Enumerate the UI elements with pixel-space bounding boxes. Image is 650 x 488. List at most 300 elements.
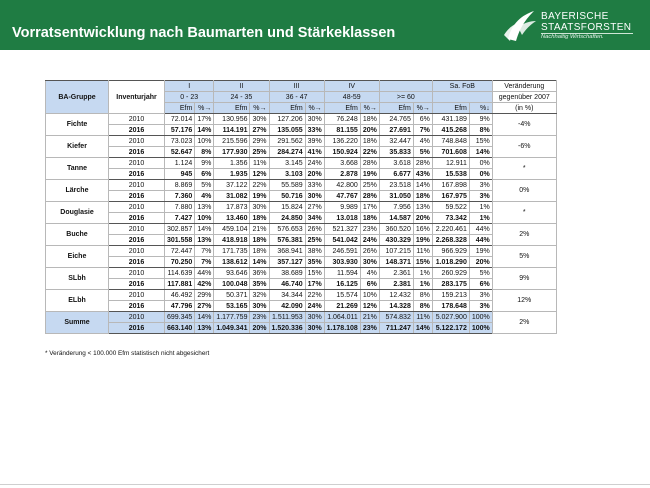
share-percent: 5% — [413, 147, 432, 158]
share-percent: 24% — [305, 158, 324, 169]
volume-efm: 215.596 — [214, 136, 250, 147]
volume-efm: 8.869 — [165, 180, 195, 191]
volume-efm: 46.740 — [269, 279, 305, 290]
share-percent: 42% — [195, 279, 214, 290]
volume-efm: 7.427 — [165, 213, 195, 224]
volume-efm: 9.989 — [324, 202, 360, 213]
volume-efm: 24.850 — [269, 213, 305, 224]
change-percent: 2% — [492, 312, 556, 334]
share-percent: 25% — [305, 235, 324, 246]
volume-efm: 1.124 — [165, 158, 195, 169]
share-percent: 21% — [360, 312, 379, 323]
page-title: Vorratsentwicklung nach Baumarten und Stärkeklassen — [12, 25, 396, 41]
share-percent: 20% — [250, 323, 269, 334]
table-row — [46, 136, 557, 147]
volume-efm: 136.220 — [324, 136, 360, 147]
class-range: 0 - 23 — [165, 92, 214, 103]
change-percent: -4% — [492, 114, 556, 136]
share-percent: 14% — [195, 125, 214, 136]
group-name: Eiche — [46, 246, 109, 268]
share-percent: 9% — [469, 114, 492, 125]
volume-efm: 47.796 — [165, 301, 195, 312]
share-percent: 41% — [305, 147, 324, 158]
share-percent: 28% — [360, 191, 379, 202]
volume-efm: 301.558 — [165, 235, 195, 246]
share-percent: 100% — [469, 312, 492, 323]
share-percent: 12% — [250, 169, 269, 180]
share-percent: 11% — [413, 246, 432, 257]
share-percent: 3% — [469, 301, 492, 312]
table-row — [46, 290, 557, 301]
share-percent: 27% — [195, 301, 214, 312]
share-percent: 25% — [250, 147, 269, 158]
group-name: Douglasie — [46, 202, 109, 224]
col-header-change-line1: Veränderung — [492, 81, 556, 92]
share-percent: 3% — [469, 191, 492, 202]
volume-efm: 42.800 — [324, 180, 360, 191]
volume-efm: 1.018.290 — [432, 257, 469, 268]
logo-tagline: Nachhaltig Wirtschaften. — [541, 34, 604, 40]
share-percent: 18% — [360, 114, 379, 125]
volume-efm: 150.924 — [324, 147, 360, 158]
class-range: >= 60 — [379, 92, 432, 103]
volume-efm: 2.381 — [379, 279, 413, 290]
share-percent: 30% — [305, 312, 324, 323]
volume-efm: 15.574 — [324, 290, 360, 301]
share-percent: 5% — [195, 180, 214, 191]
share-percent: 38% — [305, 246, 324, 257]
col-header-change-line3: (in %) — [492, 103, 556, 114]
share-percent: 30% — [360, 257, 379, 268]
share-percent: 22% — [250, 180, 269, 191]
logo-text-line2: STAATSFORSTEN — [541, 22, 632, 33]
share-percent: 100% — [469, 323, 492, 334]
share-percent: 6% — [413, 114, 432, 125]
volume-efm: 13.018 — [324, 213, 360, 224]
table-row — [46, 169, 557, 180]
share-percent: 30% — [250, 301, 269, 312]
volume-efm: 130.956 — [214, 114, 250, 125]
volume-efm: 663.140 — [165, 323, 195, 334]
group-name: Tanne — [46, 158, 109, 180]
volume-efm: 303.930 — [324, 257, 360, 268]
volume-efm: 46.492 — [165, 290, 195, 301]
share-percent: 8% — [469, 125, 492, 136]
col-header-ba-gruppe: BA-Gruppe — [46, 81, 109, 114]
inventory-year: 2010 — [109, 290, 165, 301]
volume-efm: 1.177.759 — [214, 312, 250, 323]
table-row — [46, 202, 557, 213]
volume-efm: 37.122 — [214, 180, 250, 191]
share-percent: 14% — [413, 323, 432, 334]
bottom-divider — [0, 484, 650, 485]
share-percent: 18% — [360, 213, 379, 224]
group-name: Kiefer — [46, 136, 109, 158]
table-row — [46, 312, 557, 323]
table-row — [46, 213, 557, 224]
volume-efm: 17.873 — [214, 202, 250, 213]
share-percent: 20% — [469, 257, 492, 268]
volume-efm: 100.048 — [214, 279, 250, 290]
share-percent: 3% — [469, 180, 492, 191]
table-body — [46, 114, 557, 334]
share-percent: 9% — [195, 158, 214, 169]
share-percent: 26% — [360, 246, 379, 257]
volume-efm: 2.220.461 — [432, 224, 469, 235]
share-percent: 14% — [195, 224, 214, 235]
share-percent: 7% — [195, 246, 214, 257]
unit-pct: %→ — [360, 103, 379, 114]
volume-efm: 1.356 — [214, 158, 250, 169]
share-percent: 10% — [195, 136, 214, 147]
share-percent: 14% — [413, 180, 432, 191]
volume-efm: 34.344 — [269, 290, 305, 301]
group-name: Fichte — [46, 114, 109, 136]
volume-efm: 21.269 — [324, 301, 360, 312]
share-percent: 20% — [305, 169, 324, 180]
share-percent: 29% — [250, 136, 269, 147]
share-percent: 11% — [250, 158, 269, 169]
volume-efm: 5.027.900 — [432, 312, 469, 323]
share-percent: 1% — [469, 213, 492, 224]
share-percent: 33% — [305, 180, 324, 191]
table-row — [46, 246, 557, 257]
table-row — [46, 257, 557, 268]
volume-efm: 167.975 — [432, 191, 469, 202]
share-percent: 8% — [413, 301, 432, 312]
share-percent: 34% — [305, 213, 324, 224]
volume-efm: 521.327 — [324, 224, 360, 235]
col-header-change-line2: gegenüber 2007 — [492, 92, 556, 103]
share-percent: 13% — [195, 202, 214, 213]
share-percent: 22% — [305, 290, 324, 301]
volume-efm: 3.103 — [269, 169, 305, 180]
volume-efm: 711.247 — [379, 323, 413, 334]
share-percent: 44% — [469, 224, 492, 235]
group-name: Summe — [46, 312, 109, 334]
share-percent: 30% — [305, 191, 324, 202]
volume-efm: 14.328 — [379, 301, 413, 312]
class-roman — [379, 81, 432, 92]
volume-efm: 430.329 — [379, 235, 413, 246]
change-percent: 5% — [492, 246, 556, 268]
volume-efm: 7.880 — [165, 202, 195, 213]
volume-efm: 138.612 — [214, 257, 250, 268]
share-percent: 3% — [469, 290, 492, 301]
share-percent: 6% — [360, 279, 379, 290]
share-percent: 15% — [469, 136, 492, 147]
share-percent: 43% — [413, 169, 432, 180]
table-row — [46, 147, 557, 158]
unit-pct: %→ — [413, 103, 432, 114]
share-percent: 15% — [305, 268, 324, 279]
inventory-year: 2010 — [109, 114, 165, 125]
share-percent: 30% — [305, 323, 324, 334]
share-percent: 21% — [250, 224, 269, 235]
volume-efm: 114.639 — [165, 268, 195, 279]
volume-efm: 55.589 — [269, 180, 305, 191]
share-percent: 1% — [469, 202, 492, 213]
class-roman: III — [269, 81, 324, 92]
share-percent: 28% — [413, 158, 432, 169]
inventory-year: 2010 — [109, 224, 165, 235]
change-percent: -6% — [492, 136, 556, 158]
volume-efm: 81.155 — [324, 125, 360, 136]
volume-efm: 576.381 — [269, 235, 305, 246]
share-percent: 44% — [195, 268, 214, 279]
share-percent: 32% — [250, 290, 269, 301]
inventory-year: 2010 — [109, 312, 165, 323]
class-roman: II — [214, 81, 269, 92]
share-percent: 5% — [469, 268, 492, 279]
share-percent: 27% — [250, 125, 269, 136]
group-name: SLbh — [46, 268, 109, 290]
share-percent: 30% — [250, 114, 269, 125]
share-percent: 14% — [469, 147, 492, 158]
inventory-year: 2010 — [109, 136, 165, 147]
inventory-year: 2010 — [109, 158, 165, 169]
share-percent: 14% — [250, 257, 269, 268]
share-percent: 10% — [360, 290, 379, 301]
volume-efm: 357.127 — [269, 257, 305, 268]
volume-efm: 3.618 — [379, 158, 413, 169]
volume-efm: 7.360 — [165, 191, 195, 202]
share-percent: 23% — [360, 323, 379, 334]
change-percent: 2% — [492, 224, 556, 246]
volume-efm: 3.668 — [324, 158, 360, 169]
header-banner — [0, 0, 650, 50]
volume-efm: 38.689 — [269, 268, 305, 279]
volume-efm: 31.082 — [214, 191, 250, 202]
share-percent: 8% — [413, 290, 432, 301]
share-percent: 29% — [195, 290, 214, 301]
share-percent: 19% — [360, 169, 379, 180]
inventory-year: 2016 — [109, 257, 165, 268]
table-row — [46, 279, 557, 290]
volume-efm: 1.520.336 — [269, 323, 305, 334]
volume-efm: 23.518 — [379, 180, 413, 191]
table-row — [46, 268, 557, 279]
change-percent: * — [492, 202, 556, 224]
volume-efm: 70.250 — [165, 257, 195, 268]
volume-efm: 31.050 — [379, 191, 413, 202]
volume-efm: 699.345 — [165, 312, 195, 323]
class-range: 36 - 47 — [269, 92, 324, 103]
inventory-year: 2010 — [109, 268, 165, 279]
share-percent: 14% — [195, 312, 214, 323]
unit-efm: Efm — [269, 103, 305, 114]
share-percent: 17% — [360, 202, 379, 213]
share-percent: 36% — [250, 268, 269, 279]
volume-efm: 76.248 — [324, 114, 360, 125]
volume-efm: 291.562 — [269, 136, 305, 147]
share-percent: 17% — [305, 279, 324, 290]
volume-efm: 32.447 — [379, 136, 413, 147]
volume-efm: 368.941 — [269, 246, 305, 257]
inventory-year: 2016 — [109, 191, 165, 202]
table-row — [46, 323, 557, 334]
share-percent: 4% — [413, 136, 432, 147]
volume-efm: 73.342 — [432, 213, 469, 224]
volume-efm: 360.520 — [379, 224, 413, 235]
col-header-inventurjahr: Inventurjahr — [109, 81, 165, 114]
table-row — [46, 180, 557, 191]
volume-efm: 107.215 — [379, 246, 413, 257]
volume-efm: 148.371 — [379, 257, 413, 268]
share-percent: 24% — [305, 301, 324, 312]
table-row — [46, 235, 557, 246]
share-percent: 18% — [250, 246, 269, 257]
share-percent: 10% — [195, 213, 214, 224]
share-percent: 26% — [305, 224, 324, 235]
inventory-year: 2016 — [109, 213, 165, 224]
class-roman: I — [165, 81, 214, 92]
volume-efm: 260.929 — [432, 268, 469, 279]
share-percent: 7% — [195, 257, 214, 268]
footnote: * Veränderung < 100.000 Efm statistisch nicht abgesichert — [45, 350, 210, 357]
volume-efm: 57.176 — [165, 125, 195, 136]
volume-efm: 283.175 — [432, 279, 469, 290]
share-percent: 35% — [250, 279, 269, 290]
volume-efm: 167.898 — [432, 180, 469, 191]
inventory-year: 2016 — [109, 279, 165, 290]
share-percent: 6% — [469, 279, 492, 290]
share-percent: 17% — [195, 114, 214, 125]
unit-pct: %↓ — [469, 103, 492, 114]
group-name: ELbh — [46, 290, 109, 312]
volume-efm: 53.165 — [214, 301, 250, 312]
volume-efm: 7.956 — [379, 202, 413, 213]
share-percent: 13% — [195, 323, 214, 334]
share-percent: 18% — [250, 213, 269, 224]
volume-efm: 13.460 — [214, 213, 250, 224]
share-percent: 28% — [360, 158, 379, 169]
share-percent: 25% — [360, 180, 379, 191]
volume-efm: 14.587 — [379, 213, 413, 224]
change-percent: 9% — [492, 268, 556, 290]
volume-efm: 302.857 — [165, 224, 195, 235]
unit-pct: %→ — [250, 103, 269, 114]
share-percent: 12% — [360, 301, 379, 312]
volume-efm: 12.432 — [379, 290, 413, 301]
unit-pct: %→ — [195, 103, 214, 114]
table-row — [46, 224, 557, 235]
volume-efm: 72.014 — [165, 114, 195, 125]
volume-efm: 945 — [165, 169, 195, 180]
table-row — [46, 114, 557, 125]
stock-table — [45, 80, 557, 334]
volume-efm: 16.125 — [324, 279, 360, 290]
class-roman — [432, 92, 492, 103]
inventory-year: 2010 — [109, 202, 165, 213]
volume-efm: 1.064.011 — [324, 312, 360, 323]
share-percent: 15% — [413, 257, 432, 268]
change-percent: 0% — [492, 180, 556, 202]
volume-efm: 1.178.108 — [324, 323, 360, 334]
share-percent: 0% — [469, 169, 492, 180]
volume-efm: 415.268 — [432, 125, 469, 136]
volume-efm: 574.832 — [379, 312, 413, 323]
class-range: 48-59 — [324, 92, 379, 103]
share-percent: 19% — [413, 235, 432, 246]
unit-pct: %→ — [305, 103, 324, 114]
share-percent: 4% — [195, 191, 214, 202]
volume-efm: 2.361 — [379, 268, 413, 279]
volume-efm: 541.042 — [324, 235, 360, 246]
share-percent: 11% — [413, 312, 432, 323]
share-percent: 30% — [250, 202, 269, 213]
share-percent: 30% — [305, 114, 324, 125]
volume-efm: 11.594 — [324, 268, 360, 279]
share-percent: 8% — [195, 147, 214, 158]
share-percent: 0% — [469, 158, 492, 169]
volume-efm: 418.918 — [214, 235, 250, 246]
volume-efm: 576.653 — [269, 224, 305, 235]
share-percent: 13% — [195, 235, 214, 246]
share-percent: 16% — [413, 224, 432, 235]
inventory-year: 2016 — [109, 301, 165, 312]
volume-efm: 15.824 — [269, 202, 305, 213]
volume-efm: 6.677 — [379, 169, 413, 180]
volume-efm: 93.646 — [214, 268, 250, 279]
share-percent: 23% — [250, 312, 269, 323]
volume-efm: 1.049.341 — [214, 323, 250, 334]
inventory-year: 2016 — [109, 147, 165, 158]
volume-efm: 431.189 — [432, 114, 469, 125]
volume-efm: 73.023 — [165, 136, 195, 147]
inventory-year: 2016 — [109, 125, 165, 136]
share-percent: 22% — [360, 147, 379, 158]
volume-efm: 135.055 — [269, 125, 305, 136]
share-percent: 18% — [250, 235, 269, 246]
share-percent: 4% — [360, 268, 379, 279]
volume-efm: 35.833 — [379, 147, 413, 158]
group-name: Lärche — [46, 180, 109, 202]
inventory-year: 2010 — [109, 180, 165, 191]
share-percent: 18% — [360, 136, 379, 147]
class-range: Sa. FoB — [432, 81, 492, 92]
volume-efm: 27.691 — [379, 125, 413, 136]
share-percent: 23% — [360, 224, 379, 235]
class-range: 24 - 35 — [214, 92, 269, 103]
volume-efm: 12.911 — [432, 158, 469, 169]
volume-efm: 72.447 — [165, 246, 195, 257]
volume-efm: 966.929 — [432, 246, 469, 257]
volume-efm: 3.145 — [269, 158, 305, 169]
volume-efm: 52.647 — [165, 147, 195, 158]
volume-efm: 748.848 — [432, 136, 469, 147]
inventory-year: 2016 — [109, 169, 165, 180]
volume-efm: 177.930 — [214, 147, 250, 158]
volume-efm: 114.191 — [214, 125, 250, 136]
volume-efm: 15.538 — [432, 169, 469, 180]
volume-efm: 2.878 — [324, 169, 360, 180]
inventory-year: 2010 — [109, 246, 165, 257]
group-name: Buche — [46, 224, 109, 246]
share-percent: 19% — [250, 191, 269, 202]
share-percent: 33% — [305, 125, 324, 136]
volume-efm: 42.090 — [269, 301, 305, 312]
volume-efm: 1.511.953 — [269, 312, 305, 323]
volume-efm: 127.206 — [269, 114, 305, 125]
volume-efm: 459.104 — [214, 224, 250, 235]
share-percent: 19% — [469, 246, 492, 257]
volume-efm: 246.591 — [324, 246, 360, 257]
volume-efm: 701.608 — [432, 147, 469, 158]
logo-text-line1: BAYERISCHE — [541, 11, 609, 22]
volume-efm: 284.274 — [269, 147, 305, 158]
share-percent: 6% — [195, 169, 214, 180]
